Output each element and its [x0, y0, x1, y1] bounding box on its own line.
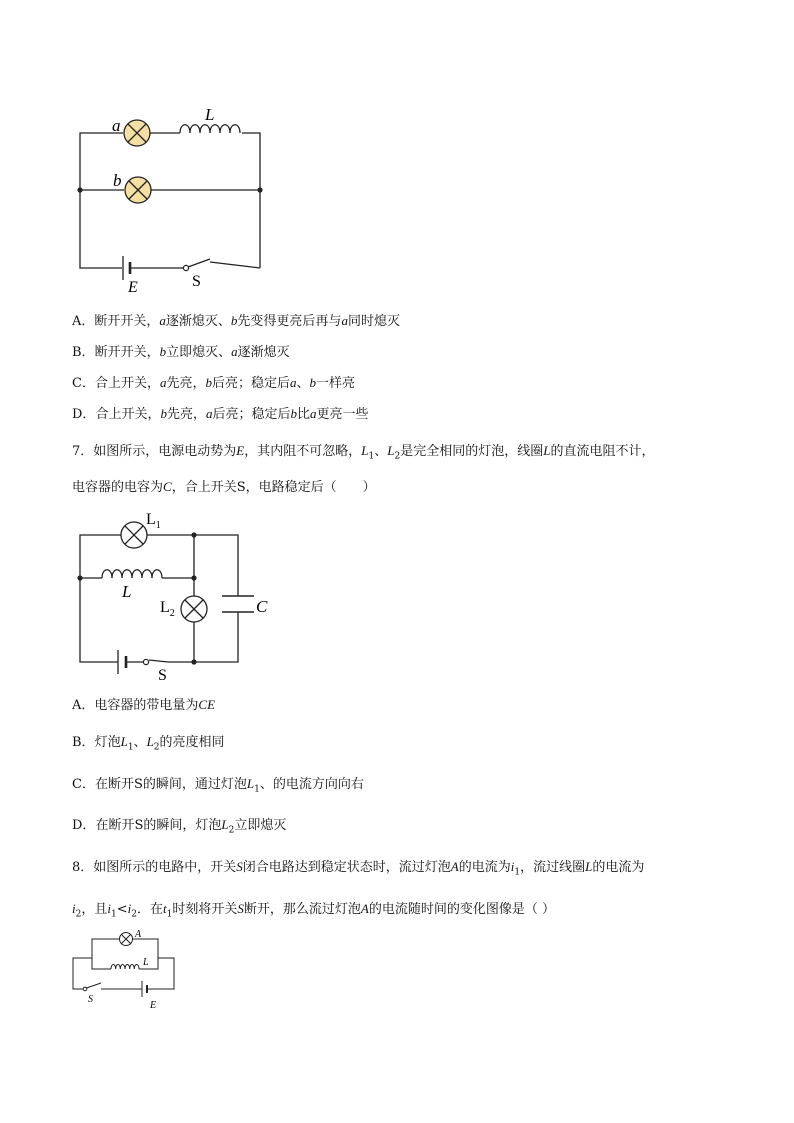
q8-stem-line-2: $i_2$，且$i_1<i_2$．在$t_1$时刻将开关S断开，那么流过灯泡A的电流随时间的变化图像是（ ） [72, 901, 555, 920]
label-S: S [158, 667, 167, 684]
label-L: L [143, 957, 149, 968]
label-a: a [112, 116, 121, 135]
q7-stem-line-2: 电容器的电容为C，合上开关S，电路稳定后（ ） [72, 479, 376, 495]
q8-stem-line-1: 8．如图所示的电路中，开关S闭合电路达到稳定状态时，流过灯泡A的电流为$i_1$，流过线圈L的电流为 [72, 859, 645, 878]
label-L: L [205, 105, 215, 124]
label-A: A [135, 929, 142, 940]
q7-option-a[interactable]: A．电容器的带电量为CE [72, 697, 216, 713]
q7-option-c[interactable]: C．在断开S的瞬间，通过灯泡$L_1$、的电流方向向右 [72, 776, 364, 795]
q7-option-d[interactable]: D．在断开S的瞬间，灯泡$L_2$立即熄灭 [72, 817, 287, 836]
battery-E-icon [142, 981, 147, 997]
inductor-L-icon [111, 965, 139, 970]
label-L1: $L_1$ [146, 511, 161, 531]
q6-option-c[interactable]: C．合上开关，a先亮，b后亮；稳定后a、b一样亮 [72, 375, 356, 391]
label-L: L [122, 582, 132, 601]
label-E: E [150, 1000, 157, 1011]
q6-option-a[interactable]: A．断开开关，a逐渐熄灭、b先变得更亮后再与a同时熄灭 [72, 313, 400, 329]
q6-option-b[interactable]: B．断开开关，b立即熄灭、a逐渐熄灭 [72, 344, 290, 360]
switch-S-icon[interactable] [83, 983, 101, 991]
label-L2: $L_2$ [160, 599, 175, 619]
q6-option-d[interactable]: D．合上开关，b先亮，a后亮；稳定后b比a更亮一些 [72, 406, 369, 422]
lamp-A-icon [120, 933, 133, 946]
label-S: S [88, 994, 93, 1005]
label-C: C [256, 597, 268, 616]
q7-option-b[interactable]: B．灯泡$L_1$、$L_2$的亮度相同 [72, 734, 225, 753]
q7-stem-line-1: 7．如图所示，电源电动势为E，其内阻不可忽略，$L_1$、$L_2$是完全相同的灯泡，线圈L的直流电阻不计， [72, 443, 655, 462]
label-E: E [128, 279, 138, 296]
label-b: b [113, 171, 122, 190]
label-S: S [192, 273, 201, 290]
